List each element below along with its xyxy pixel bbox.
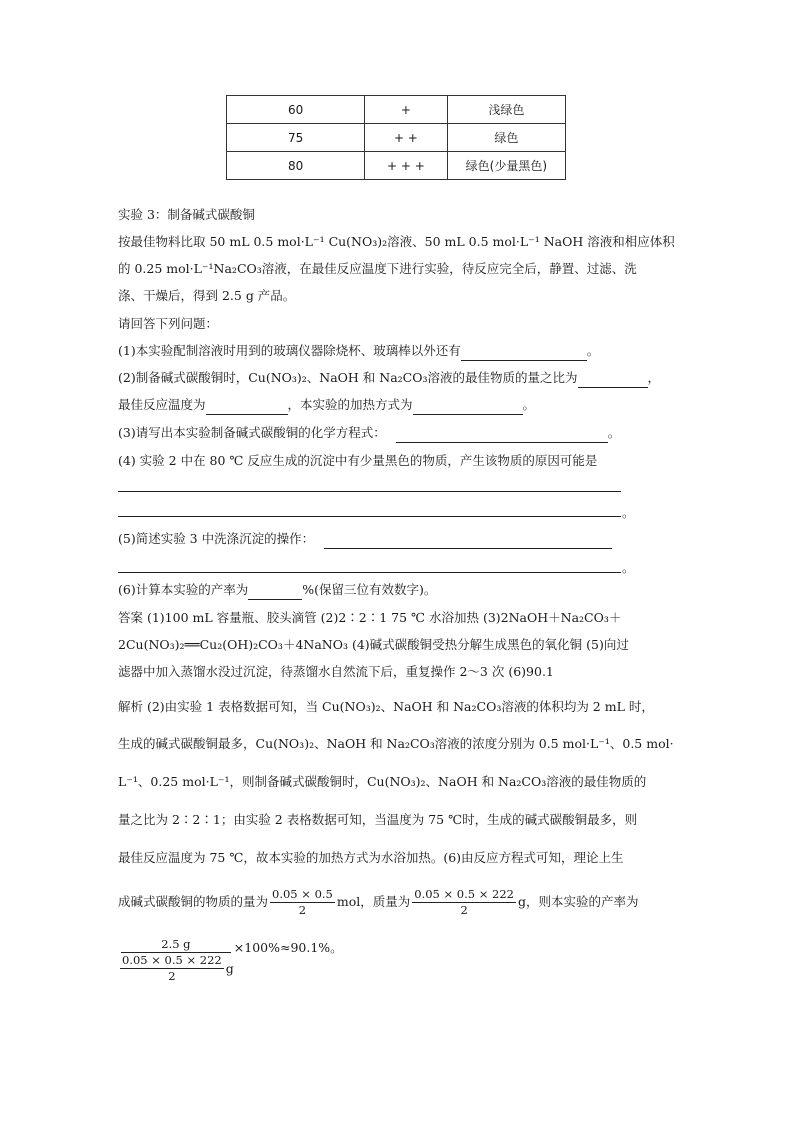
fraction <box>120 953 224 984</box>
table-cell: 80 <box>227 152 365 180</box>
analysis-line: 生成的碱式碳酸铜最多，Cu(NO₃)₂、NaOH 和 Na₂CO₃溶液的浓度分别为 0.5 mol·L⁻¹、0.5 mol· <box>118 736 674 751</box>
yield-denominator <box>118 953 234 984</box>
table-cell: + <box>365 96 448 124</box>
compound-fraction <box>118 936 234 984</box>
analysis-text: mol，质量为 <box>336 894 411 909</box>
fraction-denominator: 2 <box>460 902 468 917</box>
answer-line[interactable] <box>118 491 621 492</box>
analysis-line: L⁻¹、0.25 mol·L⁻¹，则制备碱式碳酸铜时，Cu(NO₃)₂、NaOH 和 Na₂CO₃溶液的最佳物质的 <box>118 774 647 789</box>
fraction <box>412 887 516 918</box>
exp3-para-line: 按最佳物料比取 50 mL 0.5 mol·L⁻¹ Cu(NO₃)₂溶液、50 mL 0.5 mol·L⁻¹ NaOH 溶液和相应体积 <box>118 234 675 249</box>
table-row <box>227 96 566 124</box>
answer-blank[interactable] <box>248 585 302 600</box>
analysis-line: 解析 (2)由实验 1 表格数据可知，当 Cu(NO₃)₂、NaOH 和 Na₂CO₃溶液的体积均为 2 mL 时， <box>118 699 654 714</box>
table-row <box>227 124 566 152</box>
question-text: (2)制备碱式碳酸铜时，Cu(NO₃)₂、NaOH 和 Na₂CO₃溶液的最佳物质的量之比为 <box>118 370 578 385</box>
fraction-denominator: 2 <box>168 969 176 983</box>
fraction <box>270 887 335 918</box>
table-cell: 绿色 <box>447 124 565 152</box>
analysis-text: g，则本实验的产率为 <box>518 894 639 909</box>
unit-label: g <box>225 961 234 976</box>
analysis-line: 量之比为 2∶2∶1；由实验 2 表格数据可知，当温度为 75 ℃时，生成的碱式碳酸铜最多，则 <box>118 812 638 827</box>
fraction-denominator: 2 <box>298 902 307 917</box>
punct: ， <box>647 370 661 385</box>
fraction-numerator: 0.05 × 0.5 × 222 <box>414 886 514 901</box>
yield-result: ×100%≈90.1%。 <box>233 940 343 955</box>
exp3-title: 实验 3：制备碱式碳酸铜 <box>118 207 255 222</box>
punct: 。 <box>607 425 621 440</box>
question-3 <box>118 423 620 443</box>
question-5 <box>118 529 612 549</box>
analysis-line: 最佳反应温度为 75 ℃，故本实验的加热方式为水浴加热。(6)由反应方程式可知，理论上生 <box>118 850 624 865</box>
answer-line-text: 滤器中加入蒸馏水没过沉淀，待蒸馏水自然流下后，重复操作 2～3 次 (6)90.1 <box>118 664 554 679</box>
fraction-numerator: 0.05 × 0.5 <box>272 886 333 901</box>
questions-intro: 请回答下列问题： <box>118 316 219 331</box>
question-text: (3)请写出本实验制备碱式碳酸铜的化学方程式： <box>118 425 386 440</box>
yield-formula <box>118 936 343 984</box>
table-cell: + + <box>365 124 448 152</box>
punct: 。 <box>622 505 635 520</box>
answer-blank[interactable] <box>413 400 523 415</box>
answer-blank[interactable] <box>206 400 288 415</box>
table-cell: + + + <box>365 152 448 180</box>
answer-blank[interactable] <box>324 534 612 549</box>
answer-line-text: 2Cu(NO₃)₂══Cu₂(OH)₂CO₃＋4NaNO₃ (4)碱式碳酸铜受热分解生成黑色的氧化铜 (5)向过 <box>118 637 629 652</box>
question-text: (5)简述实验 3 中洗涤沉淀的操作： <box>118 531 315 546</box>
question-4: (4) 实验 2 中在 80 ℃ 反应生成的沉淀中有少量黑色的物质，产生该物质的原因可能是 <box>118 453 598 468</box>
question-2 <box>118 368 660 388</box>
results-table <box>226 95 566 180</box>
yield-numerator: 2.5 g <box>121 936 231 953</box>
question-6 <box>118 580 436 600</box>
punct: 。 <box>586 343 600 358</box>
answer-blank[interactable] <box>578 373 648 388</box>
punct: 。 <box>522 397 536 412</box>
table-cell: 75 <box>227 124 365 152</box>
answer-line[interactable] <box>118 516 621 517</box>
question-text: (1)本实验配制溶液时用到的玻璃仪器除烧杯、玻璃棒以外还有 <box>118 343 461 358</box>
question-text: %(保留三位有效数字)。 <box>302 582 437 597</box>
question-text: 最佳反应温度为 <box>118 397 206 412</box>
analysis-text: 成碱式碳酸铜的物质的量为 <box>118 894 269 909</box>
exp3-para-line: 涤、干燥后，得到 2.5 g 产品。 <box>118 288 296 303</box>
question-1 <box>118 341 599 361</box>
answer-line[interactable] <box>118 572 621 573</box>
fraction-numerator: 0.05 × 0.5 × 222 <box>122 953 222 967</box>
exp3-para-line: 的 0.25 mol·L⁻¹Na₂CO₃溶液，在最佳反应温度下进行实验，待反应完全后，静置、过滤、洗 <box>118 261 637 276</box>
table-cell: 浅绿色 <box>447 96 565 124</box>
analysis-line-formula <box>118 886 639 918</box>
answer-blank[interactable] <box>396 428 608 443</box>
answer-line-text: 答案 (1)100 mL 容量瓶、胶头滴管 (2)2∶2∶1 75 ℃ 水浴加热 (3)2NaOH＋Na₂CO₃＋ <box>118 610 622 625</box>
table-row <box>227 152 566 180</box>
answer-blank[interactable] <box>461 346 587 361</box>
question-2-cont <box>118 395 535 415</box>
question-text: ，本实验的加热方式为 <box>287 397 413 412</box>
question-text: (6)计算本实验的产率为 <box>118 582 249 597</box>
table-cell: 60 <box>227 96 365 124</box>
punct: 。 <box>622 560 635 575</box>
table-cell: 绿色(少量黑色) <box>447 152 565 180</box>
